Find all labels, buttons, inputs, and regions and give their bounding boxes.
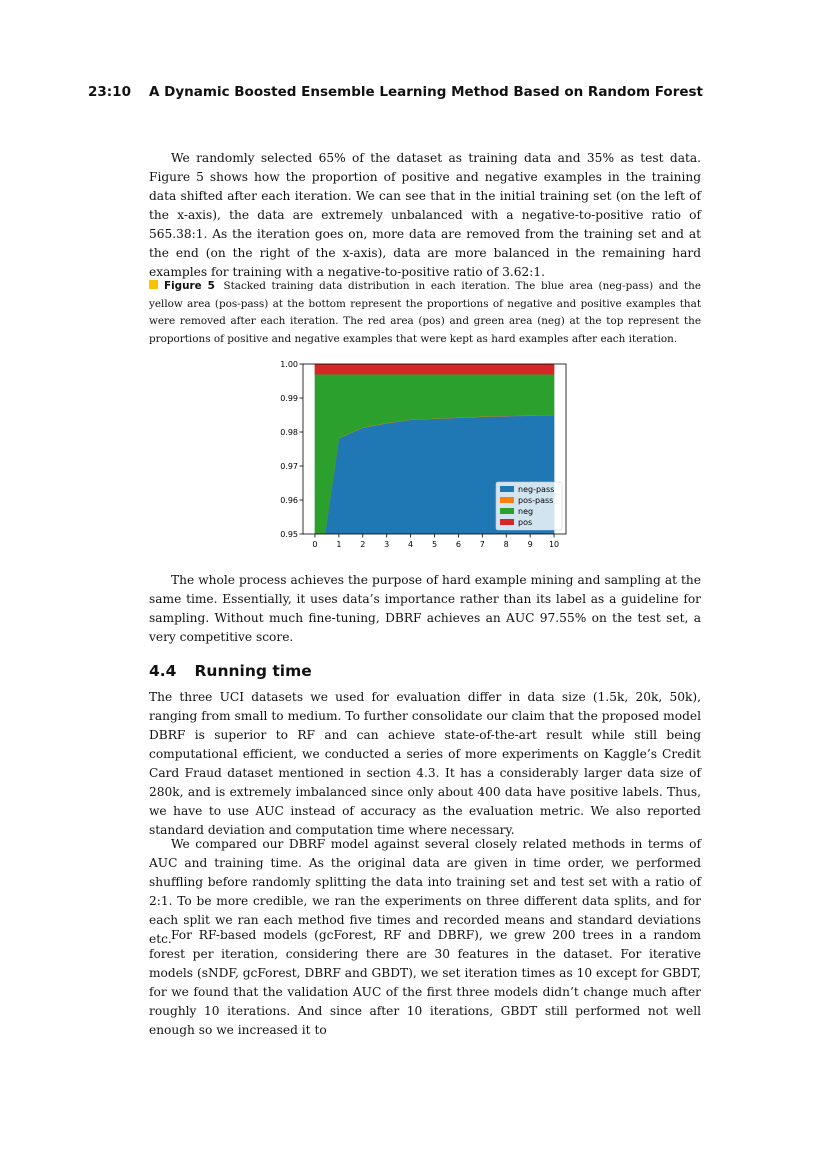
x-tick-label: 3 — [384, 540, 390, 549]
legend-swatch — [500, 497, 514, 503]
y-tick-label: 0.99 — [280, 394, 298, 403]
figure-marker-icon — [149, 280, 158, 289]
x-tick-label: 7 — [479, 540, 485, 549]
legend-swatch — [500, 508, 514, 514]
paragraph-hard-example-mining: The whole process achieves the purpose of hard example mining and sampling at the same time. Essentially, it uses data’s importance rather than its label as a guideline for sampling. Without much fine-tuning, DBRF achieves an AUC 97.55% on the test set, a very competitive score. — [149, 573, 701, 644]
x-tick-label: 9 — [527, 540, 533, 549]
paragraph-comparison: We compared our DBRF model against several closely related methods in terms of AUC and training time. As the original data are given in time order, we performed shuffling before randomly splitting the data into training set and test set with a ratio of 2:1. To be more credible, we ran the experiments on three different data splits, and for each split we ran each method five times and recorded means and standard deviations etc. — [149, 837, 701, 946]
area-pos — [315, 364, 554, 374]
x-tick-label: 4 — [408, 540, 414, 549]
x-tick-label: 2 — [360, 540, 366, 549]
section-number: 4.4 — [149, 662, 177, 680]
paragraph-data-split: We randomly selected 65% of the dataset as training data and 35% as test data. Figure 5 shows how the proportion of positive and negative examples in the training data shifted after each iteration. We can see that in the initial training set (on the left of the x-axis), the data are extremely unbalanced with a negative-to-positive ratio of 565.38:1. As the iteration goes on, more data are removed from the training set and at the end (on the right of the x-axis), data are more balanced in the remaining hard examples for training with a negative-to-positive ratio of 3.62:1. — [149, 151, 701, 279]
y-tick-label: 0.98 — [280, 428, 298, 437]
y-tick-label: 0.95 — [280, 530, 298, 539]
x-tick-label: 6 — [455, 540, 461, 549]
paragraph-rf-models: For RF-based models (gcForest, RF and DBRF), we grew 200 trees in a random forest per iteration, considering there are 30 features in the dataset. For iterative models (sNDF, gcForest, DBRF and GBDT), we set iteration times as 10 except for GBDT, for we found that the validation AUC of the first three models didn’t change much after roughly 10 iterations. And since after 10 iterations, GBDT still performed not well enough so we increased it to — [149, 928, 701, 1037]
y-tick-label: 0.97 — [280, 462, 298, 471]
legend-label: pos-pass — [518, 496, 554, 505]
y-tick-label: 0.96 — [280, 496, 298, 505]
y-tick-label: 1.00 — [280, 360, 298, 369]
x-tick-label: 8 — [503, 540, 509, 549]
section-heading — [149, 662, 312, 680]
running-title: A Dynamic Boosted Ensemble Learning Method Based on Random Forest — [149, 84, 704, 100]
legend-label: neg — [518, 507, 534, 516]
stacked-area-chart — [270, 355, 570, 555]
figure-label: Figure 5 — [164, 280, 215, 292]
x-tick-label: 1 — [336, 540, 342, 549]
legend-label: neg-pass — [518, 485, 555, 494]
figure-caption-text: Stacked training data distribution in each iteration. The blue area (neg-pass) and the yellow area (pos-pass) at the bottom represent the proportions of negative and positive examples that were removed after each iteration. The red area (pos) and green area (neg) at the top represent the proportions of positive and negative examples that were kept as hard examples after each iteration. — [149, 280, 701, 345]
x-tick-label: 5 — [431, 540, 438, 549]
figure-caption — [149, 278, 701, 348]
x-tick-label: 10 — [548, 540, 560, 549]
legend-swatch — [500, 519, 514, 525]
x-tick-label: 0 — [312, 540, 318, 549]
paragraph-uci-datasets: The three UCI datasets we used for evaluation differ in data size (1.5k, 20k, 50k), ranging from small to medium. To further consolidate our claim that the proposed model DBRF is superior to RF and can achieve state-of-the-art result while still being computational efficient, we conducted a series of more experiments on Kaggle’s Credit Card Fraud dataset mentioned in section 4.3. It has a considerably larger data size of 280k, and is extremely imbalanced since only about 400 data have positive labels. Thus, we have to use AUC instead of accuracy as the evaluation metric. We also reported standard deviation and computation time where necessary. — [149, 690, 701, 837]
legend-label: pos — [518, 518, 533, 527]
section-title: Running time — [194, 662, 312, 680]
page-number: 23:10 — [88, 84, 131, 100]
legend-swatch — [500, 486, 514, 492]
